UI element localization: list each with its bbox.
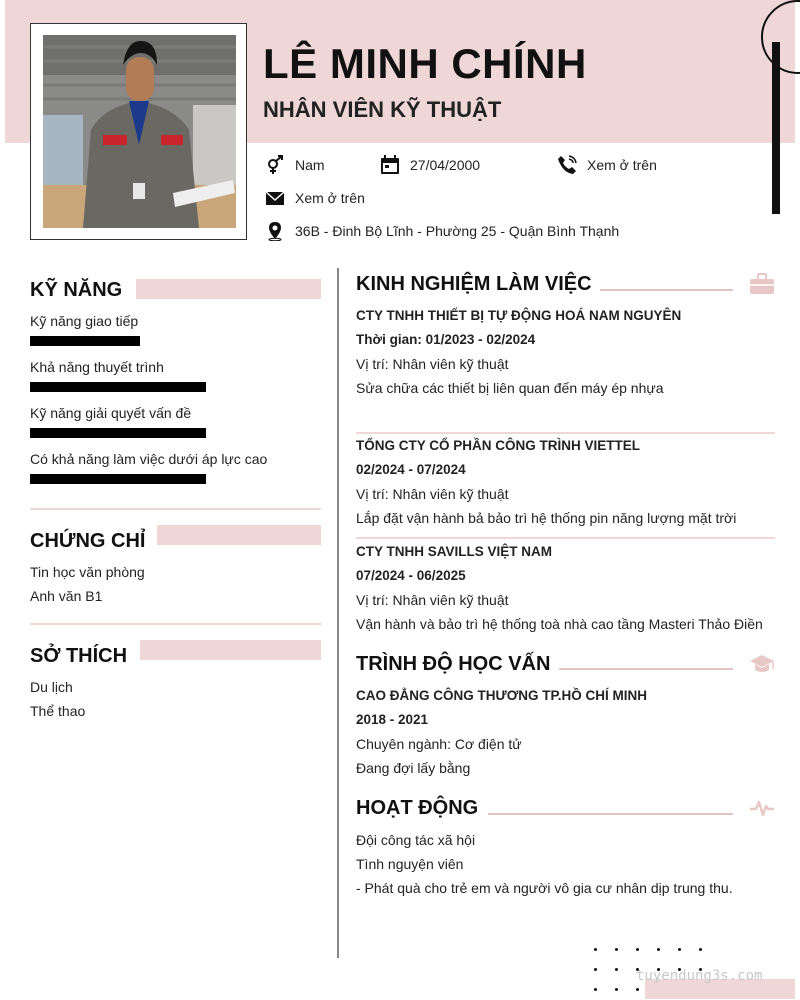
activities-title-line xyxy=(488,813,733,815)
skill-level-bar xyxy=(30,336,140,346)
skill-level-bar xyxy=(30,428,206,438)
job-position: Vị trí: Nhân viên kỹ thuật xyxy=(356,486,509,502)
watermark: tuyendung3s.com xyxy=(636,968,763,984)
job-position: Vị trí: Nhân viên kỹ thuật xyxy=(356,592,509,608)
gender-value: Nam xyxy=(295,157,325,173)
candidate-name: LÊ MINH CHÍNH xyxy=(263,40,587,87)
job-company: CTY TNHH SAVILLS VIỆT NAM xyxy=(356,544,553,559)
skill-level-bar xyxy=(30,382,206,392)
job-company: TỔNG CTY CỔ PHẦN CÔNG TRÌNH VIETTEL xyxy=(356,438,641,453)
gender-icon xyxy=(265,155,285,175)
job-description: Vận hành và bảo trì hệ thống toà nhà cao tầng Masteri Thảo Điền xyxy=(356,616,763,632)
decorative-bar xyxy=(772,42,780,214)
dob-value: 27/04/2000 xyxy=(410,157,481,173)
job-divider xyxy=(356,537,775,539)
certificates-title-bar xyxy=(157,525,321,545)
briefcase-icon xyxy=(749,273,775,295)
location-pin-icon xyxy=(265,221,285,241)
education-title: TRÌNH ĐỘ HỌC VẤN xyxy=(356,653,551,675)
column-divider xyxy=(337,268,339,958)
education-title-line xyxy=(559,668,733,670)
address-value: 36B - Đinh Bộ Lĩnh - Phường 25 - Quận Bình Thạnh xyxy=(295,223,620,239)
job-period: 07/2024 - 06/2025 xyxy=(356,568,466,583)
phone-value: Xem ở trên xyxy=(587,157,657,173)
job-description: Sửa chữa các thiết bị liên quan đến máy ép nhựa xyxy=(356,380,664,396)
skill-label: Kỹ năng giải quyết vấn đề xyxy=(30,405,192,421)
address-info xyxy=(265,221,619,241)
skills-title: KỸ NĂNG xyxy=(30,279,123,301)
activity-item: Tình nguyện viên xyxy=(356,856,464,872)
education-major: Chuyên ngành: Cơ điện tử xyxy=(356,736,522,752)
section-divider xyxy=(30,623,321,625)
certificate-item: Tin học văn phòng xyxy=(30,564,145,580)
gender-info xyxy=(265,155,325,175)
job-period: Thời gian: 01/2023 - 02/2024 xyxy=(356,332,536,347)
skill-label: Khả năng thuyết trình xyxy=(30,359,164,375)
graduation-cap-icon xyxy=(749,653,775,675)
hobby-item: Du lịch xyxy=(30,679,73,695)
experience-title: KINH NGHIỆM LÀM VIỆC xyxy=(356,273,592,295)
activity-item: - Phát quà cho trẻ em và người vô gia cư nhân dịp trung thu. xyxy=(356,880,733,896)
heartbeat-icon xyxy=(749,797,775,819)
skill-label: Kỹ năng giao tiếp xyxy=(30,313,139,329)
hobbies-title: SỞ THÍCH xyxy=(30,645,128,667)
profile-photo xyxy=(43,35,236,228)
experience-title-line xyxy=(600,289,733,291)
email-value: Xem ở trên xyxy=(295,190,365,206)
school-name: CAO ĐẲNG CÔNG THƯƠNG TP.HỒ CHÍ MINH xyxy=(356,688,647,703)
education-period: 2018 - 2021 xyxy=(356,712,429,727)
job-description: Lắp đặt vận hành bả bảo trì hệ thống pin năng lượng mặt trời xyxy=(356,510,737,526)
job-divider xyxy=(356,432,775,434)
dob-info xyxy=(380,155,480,175)
activity-item: Đội công tác xã hội xyxy=(356,832,476,848)
hobby-item: Thể thao xyxy=(30,703,86,719)
job-position: Vị trí: Nhân viên kỹ thuật xyxy=(356,356,509,372)
skills-title-bar xyxy=(136,279,321,299)
skill-level-bar xyxy=(30,474,206,484)
skill-label: Có khả năng làm việc dưới áp lực cao xyxy=(30,451,268,467)
education-status: Đang đợi lấy bằng xyxy=(356,760,471,776)
activities-title: HOẠT ĐỘNG xyxy=(356,797,479,819)
hobbies-title-bar xyxy=(140,640,321,660)
job-title: NHÂN VIÊN KỸ THUẬT xyxy=(263,97,502,122)
certificates-title: CHỨNG CHỈ xyxy=(30,530,146,552)
phone-icon xyxy=(557,155,577,175)
email-info xyxy=(265,188,365,208)
certificate-item: Anh văn B1 xyxy=(30,588,103,604)
phone-info xyxy=(557,155,657,175)
email-icon xyxy=(265,188,285,208)
job-period: 02/2024 - 07/2024 xyxy=(356,462,466,477)
section-divider xyxy=(30,508,321,510)
calendar-icon xyxy=(380,155,400,175)
job-company: CTY TNHH THIẾT BỊ TỰ ĐỘNG HOÁ NAM NGUYÊN xyxy=(356,308,682,323)
